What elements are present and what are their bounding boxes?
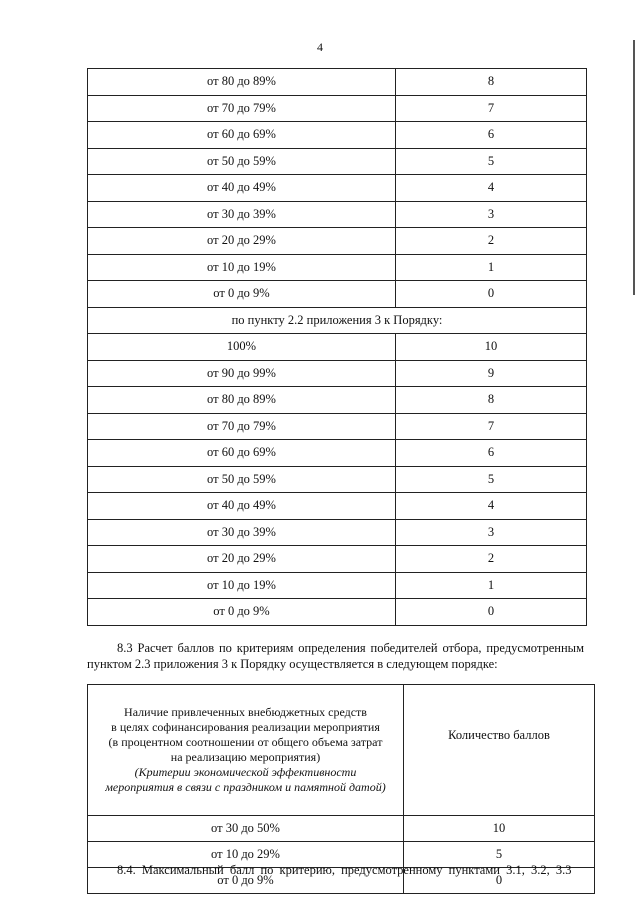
- table-row: [88, 493, 587, 520]
- range-cell: от 20 до 29%: [88, 228, 396, 255]
- range-cell: от 50 до 59%: [88, 148, 396, 175]
- score-cell: 10: [396, 334, 587, 361]
- score-cell: 5: [396, 148, 587, 175]
- table-row: [88, 228, 587, 255]
- range-cell: от 10 до 19%: [88, 254, 396, 281]
- scan-edge-line: [633, 40, 635, 295]
- score-cell: 6: [396, 122, 587, 149]
- range-cell: от 30 до 50%: [88, 816, 404, 842]
- header-score-cell: Количество баллов: [404, 685, 595, 816]
- table-row: [88, 546, 587, 573]
- header-italic-line: мероприятия в связи с праздником и памятной датой): [105, 780, 386, 794]
- table-row: [88, 201, 587, 228]
- range-cell: от 30 до 39%: [88, 201, 396, 228]
- table-header-row: [88, 685, 595, 816]
- range-cell: от 10 до 19%: [88, 572, 396, 599]
- table-row: [88, 599, 587, 626]
- table-row: [88, 95, 587, 122]
- range-cell: от 30 до 39%: [88, 519, 396, 546]
- range-cell: от 80 до 89%: [88, 387, 396, 414]
- section-label: по пункту 2.2 приложения 3 к Порядку:: [88, 307, 587, 334]
- score-cell: 6: [396, 440, 587, 467]
- range-cell: от 60 до 69%: [88, 440, 396, 467]
- score-cell: 10: [404, 816, 595, 842]
- score-cell: 3: [396, 201, 587, 228]
- table-row: [88, 466, 587, 493]
- range-cell: от 20 до 29%: [88, 546, 396, 573]
- score-cell: 2: [396, 546, 587, 573]
- section-row: [88, 307, 587, 334]
- range-cell: от 10 до 29%: [88, 842, 404, 868]
- range-cell: от 0 до 9%: [88, 599, 396, 626]
- header-criterion-cell: [88, 685, 404, 816]
- table-row: [88, 360, 587, 387]
- range-cell: от 60 до 69%: [88, 122, 396, 149]
- table-row: [88, 440, 587, 467]
- table-row: [88, 334, 587, 361]
- table-row: [88, 387, 587, 414]
- range-cell: от 40 до 49%: [88, 493, 396, 520]
- score-cell: 7: [396, 413, 587, 440]
- range-cell: от 70 до 79%: [88, 413, 396, 440]
- score-cell: 8: [396, 387, 587, 414]
- table-row: [88, 254, 587, 281]
- scoring-table-body: [88, 69, 587, 626]
- table-row: [88, 175, 587, 202]
- score-cell: 0: [396, 281, 587, 308]
- table-row: [88, 816, 595, 842]
- header-italic-line: (Критерии экономической эффективности: [134, 765, 357, 779]
- range-cell: от 50 до 59%: [88, 466, 396, 493]
- paragraph-8-4: 8.4. Максимальный балл по критерию, предусмотренному пунктами 3.1, 3.2, 3.3: [117, 863, 572, 877]
- range-cell: от 80 до 89%: [88, 69, 396, 96]
- header-line: Наличие привлеченных внебюджетных средств: [124, 705, 367, 719]
- score-cell: 5: [404, 842, 595, 868]
- range-cell: от 90 до 99%: [88, 360, 396, 387]
- table-row: [88, 281, 587, 308]
- score-cell: 7: [396, 95, 587, 122]
- scoring-table-2-1: [87, 68, 587, 626]
- range-cell: от 70 до 79%: [88, 95, 396, 122]
- score-cell: 1: [396, 572, 587, 599]
- range-cell: от 0 до 9%: [88, 281, 396, 308]
- range-cell: от 40 до 49%: [88, 175, 396, 202]
- table-row: [88, 69, 587, 96]
- score-cell: 2: [396, 228, 587, 255]
- table-row: [88, 519, 587, 546]
- range-cell: 100%: [88, 334, 396, 361]
- paragraph-8-3: 8.3 Расчет баллов по критериям определения победителей отбора, предусмотренным пунктом 2.3 приложения 3 к Порядку осуществляется в следующем порядке:: [87, 641, 584, 671]
- score-cell: 0: [396, 599, 587, 626]
- header-line: на реализацию мероприятия): [170, 750, 321, 764]
- header-line: в целях софинансирования реализации мероприятия: [111, 720, 380, 734]
- table-row: [88, 122, 587, 149]
- table-row: [88, 572, 587, 599]
- score-cell: 0: [404, 868, 595, 894]
- score-cell: 4: [396, 493, 587, 520]
- table-row: [88, 413, 587, 440]
- score-cell: 4: [396, 175, 587, 202]
- score-cell: 1: [396, 254, 587, 281]
- range-cell: от 0 до 9%: [88, 868, 404, 894]
- score-cell: 3: [396, 519, 587, 546]
- table-row: [88, 148, 587, 175]
- score-cell: 9: [396, 360, 587, 387]
- score-cell: 8: [396, 69, 587, 96]
- score-cell: 5: [396, 466, 587, 493]
- page-number: 4: [317, 40, 323, 54]
- header-line: (в процентном соотношении от общего объема затрат: [108, 735, 383, 749]
